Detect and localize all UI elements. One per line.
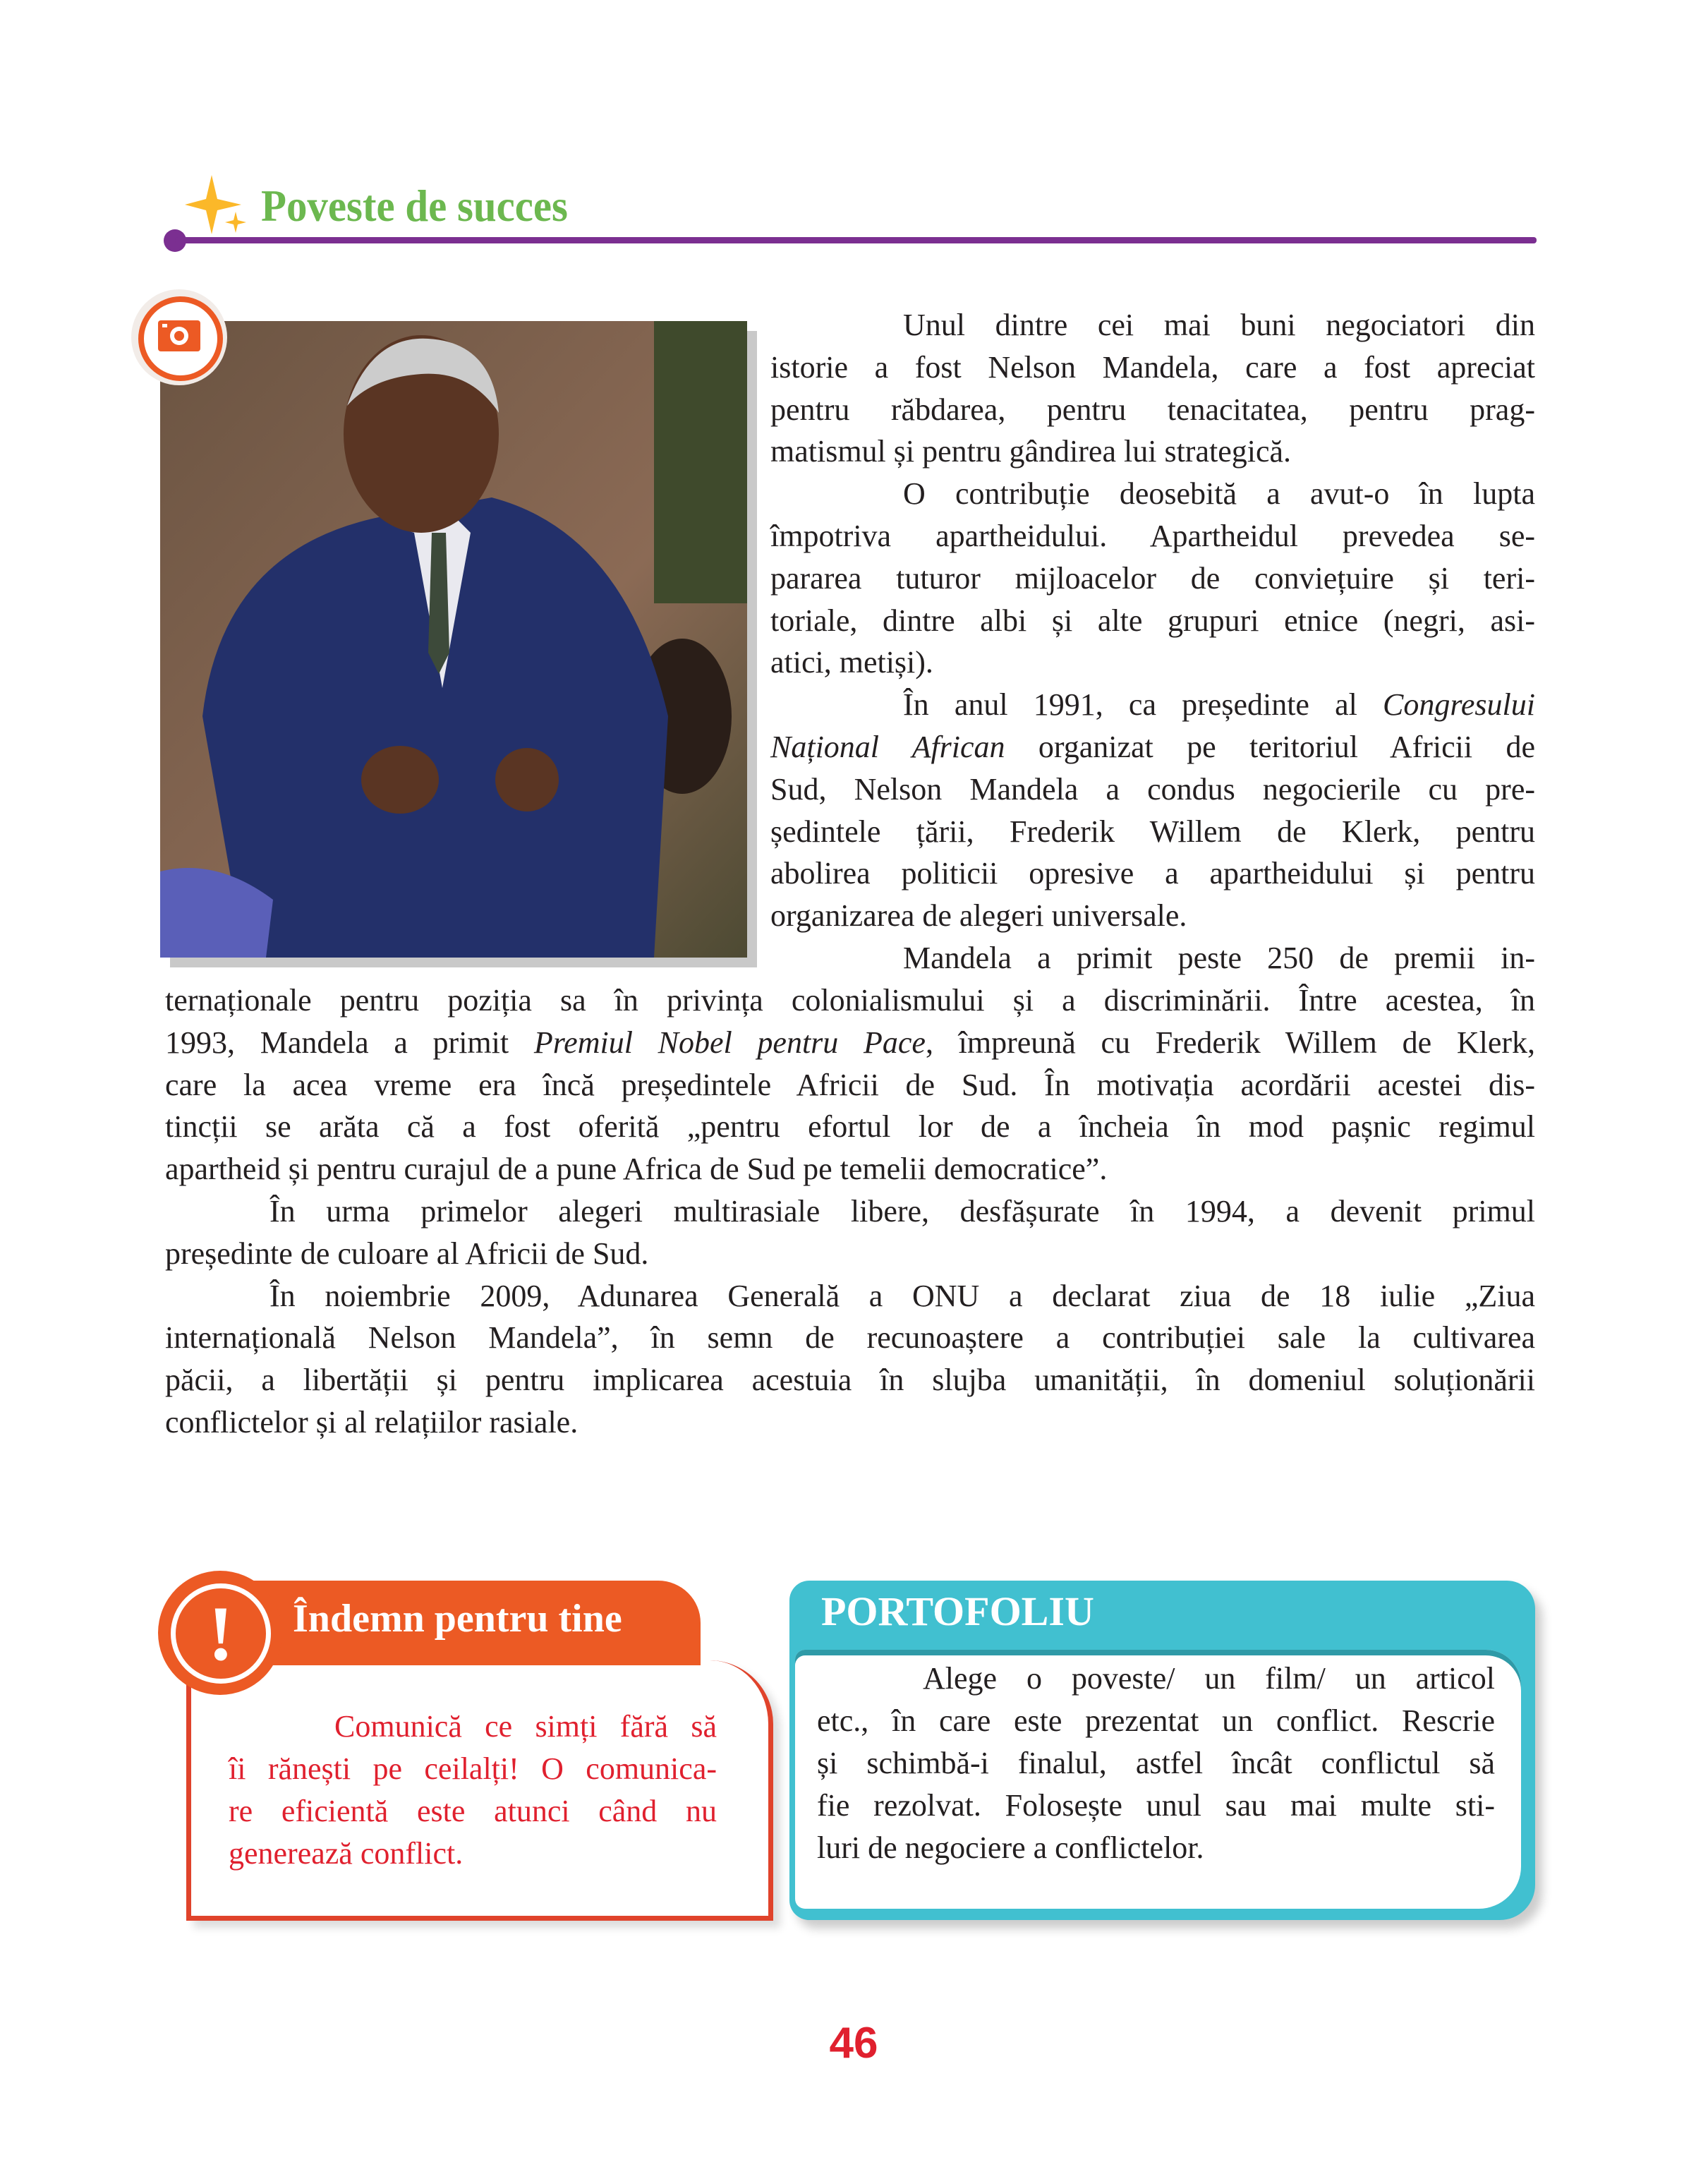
text-segment: În noiembrie 2009, Adunarea Generală a ONU a declarat ziua de 18 iulie „Ziua bbox=[269, 1278, 1535, 1313]
text-line bbox=[770, 937, 1535, 979]
text-segment: tincții se arăta că a fost oferită „pentru efortul lor de a încheia în mod pașnic regimul bbox=[165, 1109, 1535, 1145]
text-segment: În anul 1991, ca președinte al bbox=[903, 687, 1383, 723]
tip-box-text bbox=[229, 1706, 717, 1875]
text-line bbox=[770, 852, 1535, 895]
text-line bbox=[165, 1148, 1535, 1190]
text-line bbox=[817, 1700, 1495, 1742]
text-segment: conflictelor și al relațiilor rasiale. bbox=[165, 1404, 579, 1439]
page-number: 46 bbox=[829, 2019, 878, 2068]
text-segment: apartheid și pentru curajul de a pune Africa de Sud pe temelii democratice”. bbox=[165, 1152, 1108, 1187]
text-line bbox=[165, 1317, 1535, 1359]
text-segment: toriale, dintre albi și alte grupuri etnice (negri, asi- bbox=[770, 603, 1535, 638]
text-line bbox=[770, 304, 1535, 346]
text-segment: luri de negociere a conflictelor. bbox=[817, 1830, 1204, 1865]
text-segment: păcii, a libertății și pentru implicarea acestuia în slujba umanității, în domeniul soluționării bbox=[165, 1363, 1535, 1398]
text-segment: Alege o poveste/ un film/ un articol bbox=[923, 1661, 1495, 1696]
text-segment: împotriva apartheidului. Apartheidul prevedea se- bbox=[770, 518, 1535, 553]
text-segment: Unul dintre cei mai buni negociatori din bbox=[903, 308, 1535, 342]
text-segment: fie rezolvat. Folosește unul sau mai multe sti- bbox=[817, 1788, 1495, 1823]
text-segment: istorie a fost Nelson Mandela, care a fost apreciat bbox=[770, 349, 1535, 385]
text-line bbox=[770, 726, 1535, 768]
text-segment: Comunică ce simți fără să bbox=[334, 1709, 717, 1744]
text-line bbox=[817, 1785, 1495, 1827]
text-line bbox=[770, 346, 1535, 389]
italic-text: Național African bbox=[770, 729, 1005, 764]
text-segment: organizarea de alegeri universale. bbox=[770, 898, 1187, 934]
text-segment: ședintele țării, Frederik Willem de Klerk, pentru bbox=[770, 814, 1535, 849]
text-line bbox=[770, 600, 1535, 642]
text-segment: atici, metiși). bbox=[770, 645, 933, 680]
text-line bbox=[165, 1064, 1535, 1106]
text-line bbox=[770, 684, 1535, 726]
section-title: Poveste de succes bbox=[261, 181, 568, 231]
text-line bbox=[165, 1233, 1535, 1275]
text-segment: , împreună cu Frederik Willem de Klerk, bbox=[925, 1025, 1536, 1060]
text-line bbox=[770, 389, 1535, 431]
text-segment: În urma primelor alegeri multirasiale libere, desfășurate în 1994, a devenit primul bbox=[269, 1193, 1535, 1229]
nelson-mandela-photo bbox=[160, 321, 747, 958]
text-segment: etc., în care este prezentat un conflict. Rescrie bbox=[817, 1703, 1495, 1738]
text-line bbox=[817, 1658, 1495, 1700]
text-segment: îi rănești pe ceilalți! O comunica- bbox=[229, 1751, 717, 1786]
text-line bbox=[770, 811, 1535, 853]
portfolio-title: PORTOFOLIU bbox=[821, 1588, 1094, 1634]
text-segment: președinte de culoare al Africii de Sud. bbox=[165, 1236, 649, 1271]
text-segment: abolirea politicii opresive a apartheidului și pentru bbox=[770, 856, 1535, 891]
text-line bbox=[770, 641, 1535, 684]
text-segment: Mandela a primit peste 250 de premii in- bbox=[903, 940, 1535, 975]
text-segment: 1993, Mandela a primit bbox=[165, 1025, 534, 1060]
tip-box-title: Îndemn pentru tine bbox=[293, 1597, 622, 1641]
article-full-width bbox=[165, 979, 1535, 1444]
text-line bbox=[229, 1833, 717, 1875]
text-segment: pararea tuturor mijloacelor de conviețuire și teri- bbox=[770, 560, 1535, 596]
text-segment: O contribuție deosebită a avut-o în lupta bbox=[903, 476, 1535, 512]
text-segment: Sud, Nelson Mandela a condus negocierile cu pre- bbox=[770, 771, 1535, 807]
text-line bbox=[770, 768, 1535, 811]
text-line bbox=[165, 1190, 1535, 1233]
text-segment: pentru răbdarea, pentru tenacitatea, pentru prag- bbox=[770, 392, 1535, 427]
article-right-column bbox=[770, 304, 1535, 979]
exclamation-icon: ! bbox=[158, 1571, 282, 1695]
text-line bbox=[165, 1359, 1535, 1401]
text-line bbox=[165, 1401, 1535, 1444]
text-segment: generează conflict. bbox=[229, 1836, 464, 1871]
text-line bbox=[817, 1742, 1495, 1785]
text-segment: re eficientă este atunci când nu bbox=[229, 1794, 717, 1828]
italic-text: Congresului bbox=[1383, 687, 1535, 723]
text-line bbox=[165, 1022, 1535, 1064]
italic-text: Premiul Nobel pentru Pace bbox=[533, 1025, 926, 1060]
text-segment: matismul și pentru gândirea lui strategică. bbox=[770, 434, 1292, 469]
text-segment: ternaționale pentru poziția sa în privința colonialismului și a discriminării. Între acestea, în bbox=[165, 983, 1535, 1018]
portfolio-text bbox=[817, 1658, 1495, 1869]
text-line bbox=[770, 515, 1535, 557]
text-line bbox=[229, 1706, 717, 1748]
text-line bbox=[770, 473, 1535, 515]
text-line bbox=[229, 1748, 717, 1790]
camera-icon bbox=[131, 289, 227, 385]
text-segment: internațională Nelson Mandela”, în semn de recunoaștere a contribuției sale la cultivarea bbox=[165, 1320, 1535, 1356]
text-line bbox=[165, 1106, 1535, 1148]
text-line bbox=[229, 1790, 717, 1833]
sparkle-icon bbox=[185, 175, 248, 239]
section-divider bbox=[175, 237, 1537, 243]
text-segment: organizat pe teritoriul Africii de bbox=[1005, 729, 1535, 764]
text-line bbox=[165, 1275, 1535, 1317]
text-segment: care la acea vreme era încă președintele Africii de Sud. În motivația acordării acestei dis- bbox=[165, 1067, 1535, 1102]
text-line bbox=[770, 557, 1535, 600]
text-line bbox=[165, 979, 1535, 1022]
text-line bbox=[817, 1827, 1495, 1869]
text-segment: și schimbă-i finalul, astfel încât conflictul să bbox=[817, 1746, 1495, 1780]
text-line bbox=[770, 430, 1535, 473]
text-line bbox=[770, 895, 1535, 937]
